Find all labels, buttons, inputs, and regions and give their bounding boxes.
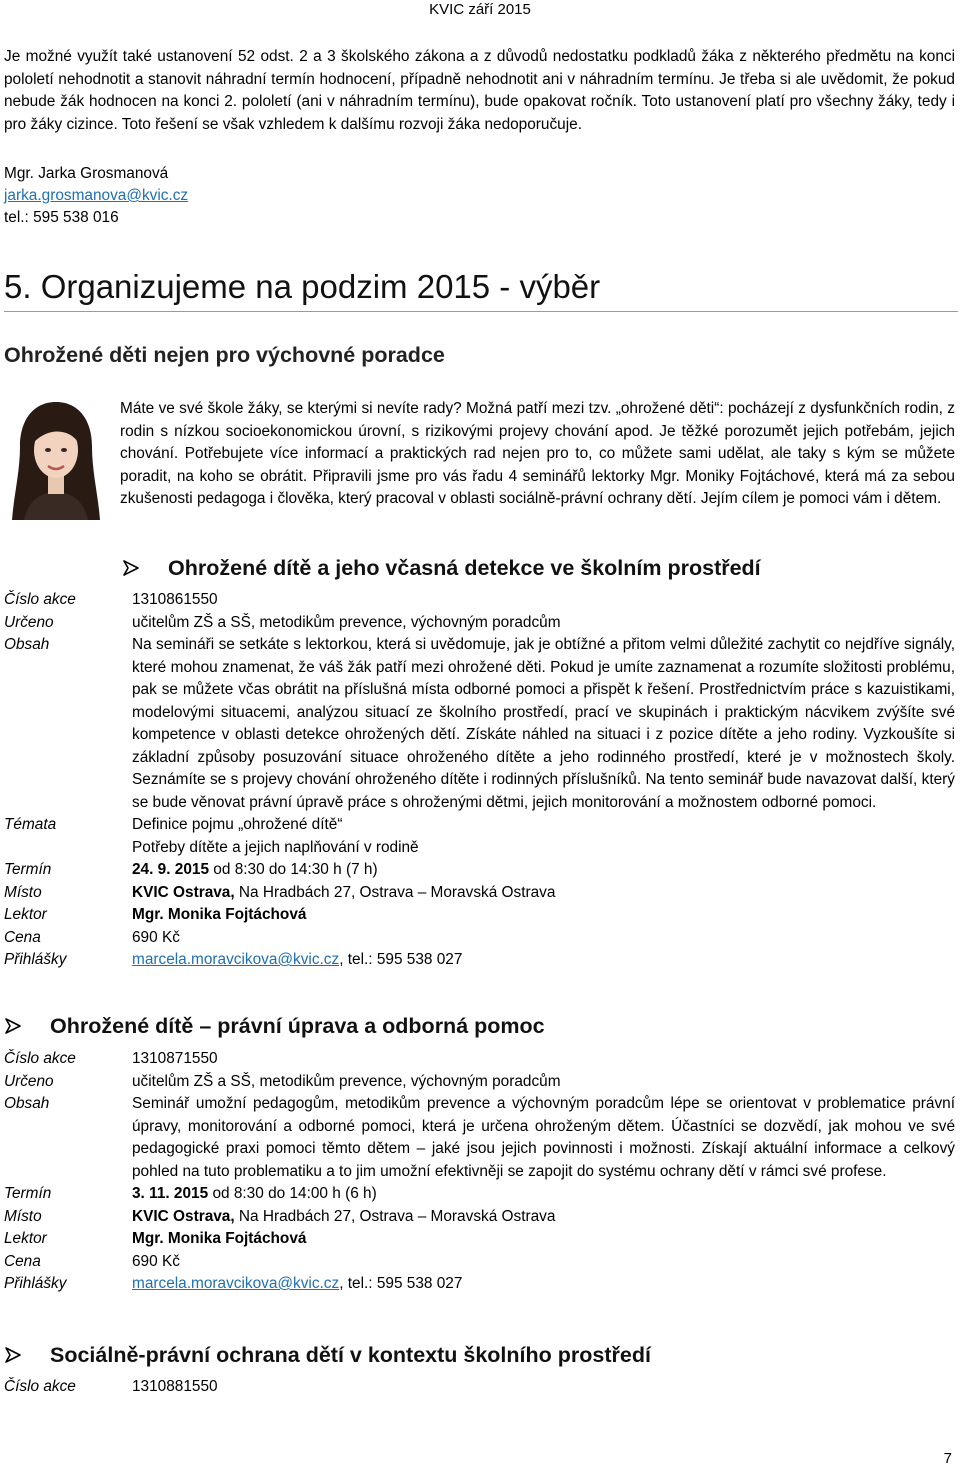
course-1-cislo: 1310861550	[132, 591, 218, 608]
course-1-tema: Potřeby dítěte a jejich naplňování v rodině	[132, 838, 419, 856]
label-urceno: Určeno	[4, 613, 54, 631]
label-cislo: Číslo akce	[4, 1050, 76, 1067]
course-2-prihlasky-email-link[interactable]: marcela.moravcikova@kvic.cz	[132, 1275, 340, 1292]
course-1-row-misto	[4, 882, 955, 905]
course-1-row-termin	[4, 859, 955, 882]
course-1-obsah: Na semináři se setkáte s lektorkou, která si uvědomuje, jak je obtížné a přitom velmi důležité zachytit co nejdříve signály, které mohou znamenat, že váš žák patří mezi ohrožené děti. Pokud je umíte zaznamenat a rozumíte složitosti problému, pak se můžete včas obrátit na příslušná místa odborné pomoci a přispět k řešení. Prostřednictvím práce s kazuistikami, modelovými situacemi, analýzou situací ze školního prostředí, prací ve skupinách i praktickým nácvikem zvýšíte své kompetence v oblasti detekce ohrožených dětí. Získáte náhled na situaci i z pozice dítěte a jeho rodiny. Vyzkoušíte si základní způsoby posuzování situace ohroženého dítěte a jeho rodinného prostředí, které je v možnostech školy. Seznámíte se s projevy chování ohroženého dítěte i rodinných příslušníků. Na tento seminář bude navazovat další, který se bude věnovat právní úpravě práce s ohroženými dětmi, jejich monitorování a možnostem odborné pomoci.	[132, 636, 955, 811]
course-2-row-misto	[4, 1206, 955, 1229]
course-1-lektor: Mgr. Monika Fojtáchová	[132, 906, 307, 923]
label-prihlasky: Přihlášky	[4, 951, 67, 968]
page-number: 7	[943, 1450, 952, 1467]
arrow-bullet-icon	[122, 559, 140, 577]
course-1-row-cislo	[4, 589, 955, 612]
course-2-termin-date: 3. 11. 2015	[132, 1185, 209, 1202]
label-lektor: Lektor	[4, 906, 47, 923]
contact-name: Mgr. Jarka Grosmanová	[4, 165, 169, 182]
course-2-cena: 690 Kč	[132, 1252, 180, 1270]
label-obsah: Obsah	[4, 636, 50, 653]
section-heading: 5. Organizujeme na podzim 2015 - výběr	[4, 263, 958, 312]
label-misto: Místo	[4, 883, 42, 901]
course-2-prihlasky-phone: , tel.: 595 538 027	[339, 1275, 463, 1292]
course-1-row-cena	[4, 927, 955, 950]
course-2-title-text: Ohrožené dítě – právní úprava a odborná pomoc	[50, 1014, 545, 1038]
course-2-misto-address: Na Hradbách 27, Ostrava – Moravská Ostrava	[234, 1207, 556, 1225]
arrow-bullet-icon	[4, 1346, 22, 1364]
course-1-title	[122, 556, 761, 581]
label-prihlasky: Přihlášky	[4, 1275, 67, 1292]
course-2-title	[4, 1014, 545, 1039]
course-2-row-prihlasky	[4, 1273, 955, 1296]
course-3-title-text: Sociálně-právní ochrana dětí v kontextu školního prostředí	[50, 1343, 651, 1367]
course-2-urceno: učitelům ZŠ a SŠ, metodikům prevence, výchovným poradcům	[132, 1072, 561, 1090]
course-2-row-obsah	[4, 1093, 955, 1183]
label-urceno: Určeno	[4, 1072, 54, 1090]
course-1-prihlasky-phone: , tel.: 595 538 027	[339, 951, 463, 968]
course-2-row-termin	[4, 1183, 955, 1206]
course-2-row-cena	[4, 1251, 955, 1274]
course-2-info-table	[4, 1048, 955, 1296]
course-1-misto-address: Na Hradbách 27, Ostrava – Moravská Ostrava	[234, 883, 556, 901]
lecturer-portrait	[4, 394, 108, 520]
course-1-row-obsah	[4, 634, 955, 814]
label-lektor: Lektor	[4, 1230, 47, 1247]
label-cena: Cena	[4, 928, 41, 946]
intro-paragraph: Je možné využít také ustanovení 52 odst. 2 a 3 školského zákona a z důvodů nedostatku podkladů žáka z některého předmětu na konci pololetí nehodnotit a stanovit náhradní termín hodnocení, případně nehodnotit ani v náhradním termínu. Je třeba si ale uvědomit, že pokud nebude žák hodnocen na konci 2. pololetí (ani v náhradním termínu), bude opakovat ročník. Toto ustanovení platí pro všechny žáky, tedy i pro žáky cizince. Toto řešení se však vzhledem k dalšímu rozvoji žáka nedoporučuje.	[4, 48, 955, 133]
course-1-termin-time: od 8:30 do 14:30 h (7 h)	[209, 861, 378, 878]
course-2-obsah: Seminář umožní pedagogům, metodikům prevence a výchovným poradcům lépe se orientovat v problematice právní úpravy, monitorování a odborné pomoci, která je určena ohroženým dětem. Účastníci se dozvědí, jak mohou ve své pedagogické praxi pomoci těmto dětem – jaké jsou jejich povinnosti i možnosti. Získají aktuální informace a celkový pohled na tuto problematiku a to jim umožní efektivněji se zapojit do systému ochrany dětí v rámci své profese.	[132, 1095, 955, 1180]
course-1-row-prihlasky	[4, 949, 955, 972]
page-header: KVIC září 2015	[429, 1, 531, 18]
course-1-cena: 690 Kč	[132, 928, 180, 946]
course-1-title-text: Ohrožené dítě a jeho včasná detekce ve školním prostředí	[168, 556, 761, 580]
course-2-row-cislo	[4, 1048, 955, 1071]
course-2-termin-time: od 8:30 do 14:00 h (6 h)	[208, 1185, 377, 1202]
course-1-misto-name: KVIC Ostrava,	[132, 883, 235, 901]
label-temata: Témata	[4, 816, 57, 833]
label-cislo: Číslo akce	[4, 591, 76, 608]
course-3-info-table	[4, 1376, 955, 1399]
course-1-termin-date: 24. 9. 2015	[132, 861, 210, 878]
contact-phone: tel.: 595 538 016	[4, 209, 119, 226]
label-obsah: Obsah	[4, 1095, 50, 1112]
course-3-title	[4, 1343, 651, 1368]
course-1-row-temata	[4, 814, 955, 859]
label-termin: Termín	[4, 1185, 52, 1202]
arrow-bullet-icon	[4, 1017, 22, 1035]
course-3-cislo: 1310881550	[132, 1378, 218, 1395]
section-intro: Máte ve své škole žáky, se kterými si nevíte rady? Možná patří mezi tzv. „ohrožené děti“: pocházejí z dysfunkčních rodin, z rodin s nízkou socioekonomickou úrovní, s rizikovými projevy chování apod. Je těžké porozumět jejich potřebám, jejich chování. Potřebujete více informací a praktických rad nejen pro to, co můžete sami udělat, ale taky s kým se můžete poradit, na koho se obrátit. Připravili jsme pro vás řadu 4 seminářů lektorky Mgr. Moniky Fojtáchové, která má za sebou zkušenosti pedagoga i člověka, který pracoval v oblasti sociálně-právní ochrany dětí. Jejím cílem je pomoci vám i dětem.	[120, 400, 955, 508]
course-3-row-cislo	[4, 1376, 955, 1399]
course-2-lektor: Mgr. Monika Fojtáchová	[132, 1230, 307, 1247]
section-subheading: Ohrožené děti nejen pro výchovné poradce	[4, 343, 445, 367]
label-misto: Místo	[4, 1207, 42, 1225]
label-cislo: Číslo akce	[4, 1378, 76, 1395]
label-termin: Termín	[4, 861, 52, 878]
contact-email-link[interactable]: jarka.grosmanova@kvic.cz	[4, 187, 189, 204]
course-2-cislo: 1310871550	[132, 1050, 218, 1067]
contact-block	[4, 163, 188, 229]
course-2-row-urceno	[4, 1071, 955, 1094]
course-1-urceno: učitelům ZŠ a SŠ, metodikům prevence, výchovným poradcům	[132, 613, 561, 631]
course-1-info-table	[4, 589, 955, 972]
course-1-prihlasky-email-link[interactable]: marcela.moravcikova@kvic.cz	[132, 951, 340, 968]
course-2-misto-name: KVIC Ostrava,	[132, 1207, 235, 1225]
label-cena: Cena	[4, 1252, 41, 1270]
course-2-row-lektor	[4, 1228, 955, 1251]
course-1-row-urceno	[4, 612, 955, 635]
course-1-row-lektor	[4, 904, 955, 927]
course-1-tema: Definice pojmu „ohrožené dítě“	[132, 816, 343, 833]
